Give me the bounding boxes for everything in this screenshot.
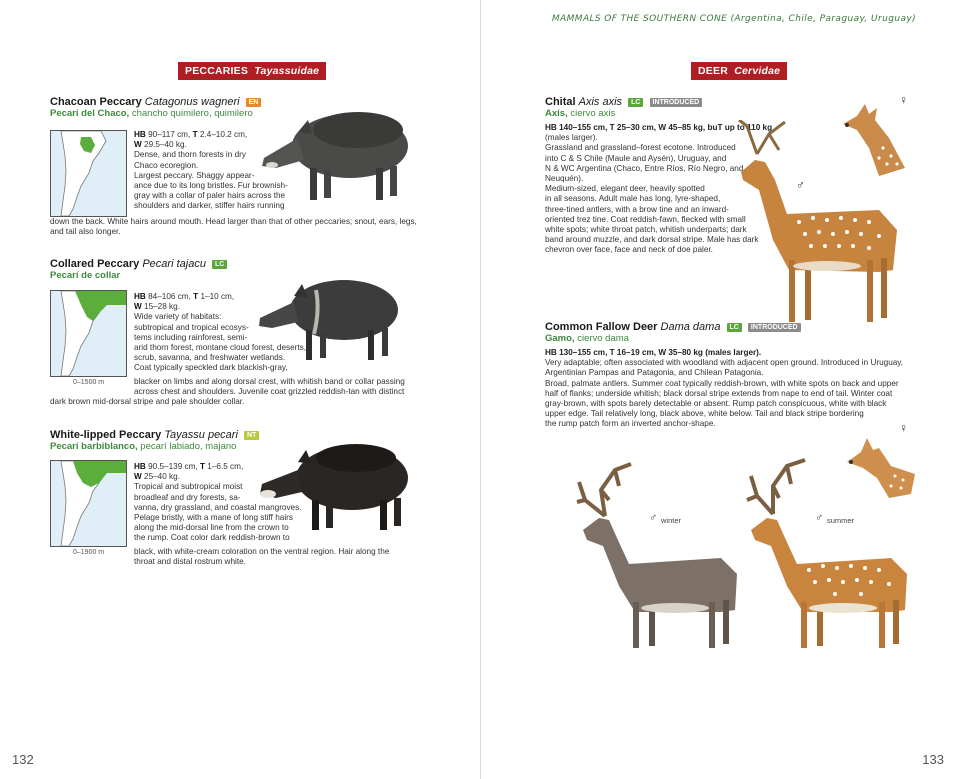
status-badge: LC <box>212 260 227 269</box>
text-line: subtropical and tropical ecosys- <box>134 322 249 332</box>
text-line: vanna, dry grassland, and coastal mangroves. <box>134 502 302 512</box>
text-line: Wide variety of habitats: <box>134 312 222 322</box>
measurements: HB 140–155 cm, T 25–30 cm, W 45–85 kg, buT up to 110 kg <box>545 123 773 132</box>
text-line: band around muzzle, and dark dorsal stripe. Male has dark <box>545 235 759 245</box>
section-header-peccaries <box>178 62 326 80</box>
fallow-buck-summer-illustration <box>743 456 915 650</box>
spanish-primary: Pecarí barbiblanco, <box>50 441 138 452</box>
summer-caption: summer <box>827 516 855 525</box>
common-name: Common Fallow Deer <box>545 321 658 333</box>
hb-label: HB <box>134 292 146 301</box>
status-badge: LC <box>727 323 742 332</box>
elevation-caption: 0–1500 m <box>73 379 105 386</box>
collared-peccary-illustration <box>256 268 406 368</box>
t-label: T <box>193 292 199 301</box>
chacoan-peccary-illustration <box>258 98 418 208</box>
text-line: Tropical and subtropical moist <box>134 482 243 492</box>
spanish-alt: ciervo axis <box>567 108 616 119</box>
w-label: W <box>134 302 142 312</box>
species-title <box>545 321 925 333</box>
text-line: Largest peccary. Shaggy appear- <box>134 170 255 180</box>
text-line: Chaco ecoregion. <box>134 160 199 170</box>
spanish-primary: Gamo, <box>545 333 575 344</box>
male-symbol: ♂ <box>796 178 805 192</box>
common-name: White-lipped Peccary <box>50 429 162 441</box>
text-line: Dense, and thorn forests in dry <box>134 150 246 160</box>
text-line: oriented trez tine. Coat reddish-fawn, flecked with small <box>545 214 746 224</box>
introduced-badge: INTRODUCED <box>748 323 801 332</box>
female-symbol: ♀ <box>899 421 908 435</box>
t-value: 2.4–10.2 cm, <box>197 130 248 139</box>
scientific-name: Dama dama <box>660 321 721 333</box>
section-family: Tayassuidae <box>254 65 320 77</box>
hb-label: HB <box>134 462 146 471</box>
male-symbol-summer: ♂ <box>815 512 824 524</box>
chacoan-description-wide <box>50 217 420 237</box>
white-lipped-peccary-illustration <box>256 436 416 536</box>
running-head: MAMMALS OF THE SOUTHERN CONE (Argentina, Chile, Paraguay, Uruguay) <box>551 14 916 24</box>
status-badge: LC <box>628 98 643 107</box>
white-lipped-description-wide <box>134 547 424 567</box>
common-name: Chacoan Peccary <box>50 96 142 108</box>
species-fallow-deer <box>545 321 925 430</box>
text-line: shoulders and darker, stiffer hairs running <box>134 201 285 211</box>
text-line: the rump patch form an inverted anchor-shape. <box>545 419 716 429</box>
spanish-alt: ciervo dama <box>574 333 629 344</box>
male-symbol-winter: ♂ <box>649 512 658 524</box>
text-line: chevron over face, face and neck of doe paler. <box>545 245 713 255</box>
hb-value: 90–117 cm, <box>145 130 193 139</box>
status-badge: EN <box>246 98 262 107</box>
scientific-name: Tayassu pecari <box>164 429 238 441</box>
south-america-map <box>51 461 126 546</box>
south-america-map <box>51 131 126 216</box>
text-line: in all seasons. Adult male has long, lyre-shaped, <box>545 194 721 204</box>
text-line: half of flanks; underside whitish; black dorsal stripe extends from nape to end of tail. Winter coat <box>545 388 893 398</box>
text-line: Very adaptable; often associated with woodland with adjacent open ground. Introduced in Uruguay, <box>545 358 904 368</box>
t-value: 1–10 cm, <box>198 292 235 301</box>
t-value: 1–6.5 cm, <box>205 462 244 471</box>
w-value: 15–28 kg. <box>141 302 180 312</box>
spanish-name <box>545 108 805 119</box>
text-line: Neuquén). <box>545 174 584 184</box>
text-line: along the mid-dorsal line from the crown to <box>134 523 289 533</box>
text-line: white spots; white throat patch, whitish underparts; dark <box>545 225 747 235</box>
fallow-buck-winter-illustration <box>575 460 745 650</box>
section-label: DEER <box>698 65 728 77</box>
w-value: 29.5–40 kg. <box>141 140 187 150</box>
scientific-name: Catagonus wagneri <box>144 96 240 108</box>
text-line: Grassland and grassland–forest ecotone. Introduced <box>545 143 736 153</box>
hb-label: HB <box>134 130 146 139</box>
page-number: 132 <box>12 752 34 767</box>
species-title <box>545 96 805 108</box>
text-line: gray with a collar of paler hairs across the <box>134 191 286 201</box>
text-line: ance due to its long bristles. Fur brownish- <box>134 181 288 191</box>
text-line: dark brown mid-dorsal stripe and pale shoulder collar. <box>50 397 245 407</box>
text-line: across chest and shoulders. Juvenile coat grizzled reddish-tan with distinct <box>134 387 405 397</box>
text-line: broadleaf and dry forests, sa- <box>134 492 241 502</box>
female-symbol: ♀ <box>899 93 908 107</box>
text-line: scrub, savanna, and freshwater wetlands. <box>134 353 286 363</box>
status-badge: NT <box>244 431 259 440</box>
chital-stag-illustration <box>729 120 909 325</box>
section-family: Cervidae <box>734 65 781 77</box>
text-line: Pelage bristly, with a mane of long stiff hairs <box>134 513 293 523</box>
text-line: and tail also longer. <box>50 227 121 237</box>
spanish-name <box>545 333 925 344</box>
spanish-primary: Axis, <box>545 108 568 119</box>
section-header-deer <box>691 62 787 80</box>
text-line: (males larger). <box>545 133 598 143</box>
text-line: blacker on limbs and along dorsal crest, with whitish band or collar passing <box>134 377 405 386</box>
text-line: tems including rainforest, semi- <box>134 332 248 342</box>
elevation-caption: 0–1900 m <box>73 549 105 556</box>
t-label: T <box>200 462 206 471</box>
page-number: 133 <box>922 752 944 767</box>
text-line: Medium-sized, elegant deer, heavily spotted <box>545 184 705 194</box>
section-label: PECCARIES <box>185 65 249 77</box>
text-line: upper edge. Tail relatively long, black above, white below. Tail and black stripe bordering <box>545 409 864 419</box>
text-line: black, with white-cream coloration on the ventral region. Hair along the <box>134 547 390 556</box>
spanish-primary: Pecarí de collar <box>50 270 121 281</box>
text-line: Broad, palmate antlers. Summer coat typically reddish-brown, with white spots on back and upper <box>545 378 899 388</box>
south-america-map <box>51 291 126 376</box>
introduced-badge: INTRODUCED <box>650 98 703 107</box>
right-page <box>481 0 960 779</box>
text-line: arid thorn forest, montane cloud forest, deserts, <box>134 343 307 353</box>
range-map-white-lipped <box>50 460 127 547</box>
scientific-name: Axis axis <box>578 96 623 108</box>
spanish-primary: Pecarí del Chaco, <box>50 108 130 119</box>
text-line: down the back. White hairs around mouth. Head larger than that of other peccaries; snout, ears, legs, <box>50 217 417 226</box>
text-line: three-tined antlers, with a brow tine and an inward- <box>545 204 729 214</box>
common-name: Collared Peccary <box>50 258 140 270</box>
common-name: Chital <box>545 96 576 108</box>
hb-value: 90.5–139 cm, <box>145 462 200 471</box>
winter-caption: winter <box>661 516 682 525</box>
range-map-collared <box>50 290 127 377</box>
fallow-description <box>545 348 925 430</box>
spanish-alt: chancho quimilero, quimilero <box>129 108 253 119</box>
w-value: 25–40 kg. <box>141 472 180 482</box>
t-label: T <box>192 130 198 139</box>
w-label: W <box>134 140 142 150</box>
text-line: the rump. Coat color dark reddish-brown to <box>134 533 290 543</box>
hb-value: 84–106 cm, <box>145 292 194 301</box>
text-line: Argentinian Pampas and Patagonia, and Chilean Patagonia. <box>545 368 764 378</box>
text-line: into C & S Chile (Maule and Aysén), Uruguay, and <box>545 153 727 163</box>
range-map-chacoan <box>50 130 127 217</box>
w-label: W <box>134 472 142 482</box>
collared-description-wide <box>50 377 420 408</box>
text-line: N & WC Argentina (Chaco, Entre Ríos, Río Negro, and <box>545 163 744 173</box>
scientific-name: Pecari tajacu <box>142 258 206 270</box>
text-line: gray-brown, with spots barely detectable or absent. Rump patch conspicuous, white with black <box>545 399 887 409</box>
spanish-alt: pecarí labiado, majano <box>137 441 237 452</box>
text-line: throat and distal rostrum white. <box>134 557 246 567</box>
measurements: HB 130–155 cm, T 16–19 cm, W 35–80 kg (males larger). <box>545 348 762 357</box>
text-line: Coat typically speckled dark blackish-gray, <box>134 363 288 373</box>
